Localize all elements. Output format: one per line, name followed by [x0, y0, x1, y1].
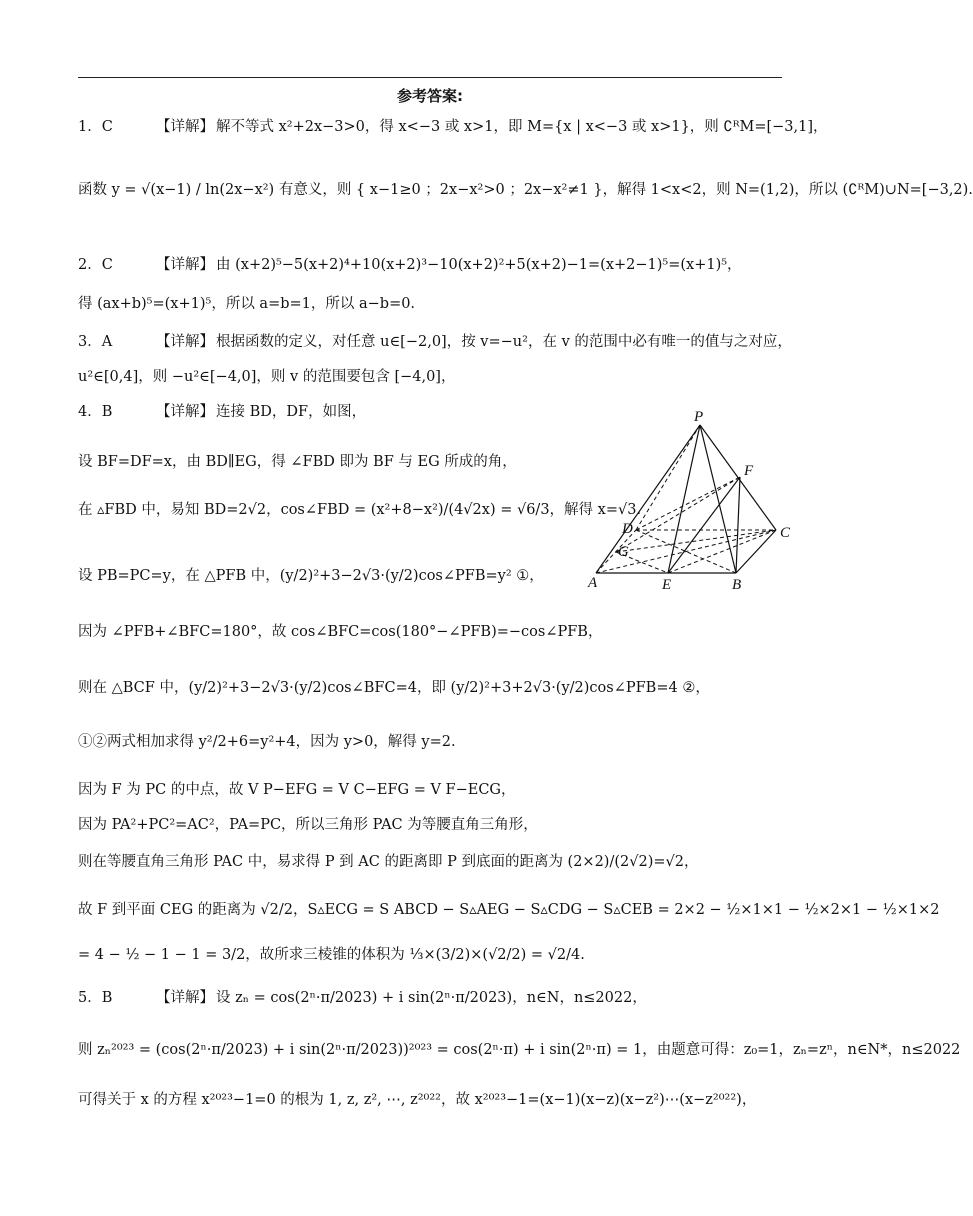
- line-text: u²∈[0,4]，则 −u²∈[−4,0]，则 v 的范围要包含 [−4,0]，: [78, 369, 456, 385]
- answer-line: [78, 566, 544, 586]
- answer-line: [78, 180, 973, 200]
- vertex-label-g: G: [618, 544, 629, 560]
- answer-line: [78, 852, 698, 872]
- answer-line: [78, 117, 828, 137]
- line-text: 可得关于 x 的方程 x²⁰²³−1=0 的根为 1, z, z², ⋯, z²⁰²²，故 x²⁰²³−1=(x−1)(x−z)(x−z²)⋯(x−z²⁰²²)，: [78, 1092, 757, 1108]
- line-text: 因为 ∠PFB+∠BFC=180°，故 cos∠BFC=cos(180°−∠PFB)=−cos∠PFB，: [78, 624, 603, 640]
- line-text: 函数 y = √(x−1) / ln(2x−x²) 有意义，则 { x−1≥0 ；2x−x²>0 ；2x−x²≠1 }，解得 1<x<2，则 N=(1,2)，所以 (∁ᴿM)∪N=[−3,2).: [78, 182, 973, 198]
- vertex-label-b: B: [732, 577, 742, 593]
- vertex-label-a: A: [588, 575, 598, 591]
- line-text: 则在 △BCF 中，(y/2)²+3−2√3·(y/2)cos∠BFC=4，即 (y/2)²+3+2√3·(y/2)cos∠PFB=4 ②，: [78, 680, 710, 696]
- answer-line: [78, 988, 647, 1008]
- line-text: 由 (x+2)⁵−5(x+2)⁴+10(x+2)³−10(x+2)²+5(x+2)−1=(x+2−1)⁵=(x+1)⁵，: [216, 257, 742, 273]
- page-title: 参考答案:: [397, 87, 463, 105]
- vertex-label-c: C: [780, 525, 791, 541]
- line-text: 则 zₙ²⁰²³ = (cos(2ⁿ·π/2023) + i sin(2ⁿ·π/2023))²⁰²³ = cos(2ⁿ·π) + i sin(2ⁿ·π) = 1，由题意可得：z₀=1，zₙ=zⁿ，n∈N*，n≤2022: [78, 1042, 961, 1058]
- line-text: 因为 PA²+PC²=AC²，PA=PC，所以三角形 PAC 为等腰直角三角形，: [78, 817, 538, 833]
- answer-line: [78, 815, 538, 835]
- edge-bf: [736, 477, 740, 573]
- answer-line: [78, 622, 602, 642]
- line-text: 根据函数的定义，对任意 u∈[−2,0]，按 v=−u²，在 v 的范围中必有唯一的值与之对应，: [216, 334, 792, 350]
- detail-tag: 【详解】: [156, 119, 214, 135]
- line-text: 因为 F 为 PC 的中点，故 V P−EFG = V C−EFG = V F−ECG，: [78, 782, 516, 798]
- detail-tag: 【详解】: [156, 404, 214, 420]
- line-text: 设 BF=DF=x，由 BD∥EG，得 ∠FBD 即为 BF 与 EG 所成的角，: [78, 454, 517, 470]
- answer-line: [78, 500, 641, 520]
- vertex-label-d: D: [622, 521, 633, 537]
- line-text: ①②两式相加求得 y²/2+6=y²+4，因为 y>0，解得 y=2.: [78, 734, 456, 750]
- answer-line: [78, 732, 456, 752]
- question-number: 3．A: [78, 334, 113, 350]
- detail-tag: 【详解】: [156, 334, 214, 350]
- question-number: 1．C: [78, 119, 113, 135]
- line-text: 连接 BD，DF，如图，: [216, 404, 367, 420]
- line-text: 解不等式 x²+2x−3>0，得 x<−3 或 x>1，即 M={x | x<−3 或 x>1}，则 ∁ᴿM=[−3,1]，: [216, 119, 828, 135]
- vertex-label-e: E: [662, 577, 672, 593]
- detail-tag: 【详解】: [156, 257, 214, 273]
- answer-line: [78, 452, 517, 472]
- line-text: 在 ▵FBD 中，易知 BD=2√2，cos∠FBD = (x²+8−x²)/(4√2x) = √6/3，解得 x=√3.: [78, 502, 642, 518]
- line-text: 则在等腰直角三角形 PAC 中，易求得 P 到 AC 的距离即 P 到底面的距离为 (2×2)/(2√2)=√2，: [78, 854, 699, 870]
- answer-line: [78, 678, 710, 698]
- line-text: = 4 − ½ − 1 − 1 = 3/2，故所求三棱锥的体积为 ⅓×(3/2)×(√2/2) = √2/4.: [78, 947, 585, 963]
- edge-bc: [736, 530, 776, 573]
- line-text: 故 F 到平面 CEG 的距离为 √2/2，S▵ECG = S ABCD − S▵AEG − S▵CDG − S▵CEB = 2×2 − ½×1×1 − ½×2×1 − ½×1×2: [78, 902, 940, 918]
- line-text: 得 (ax+b)⁵=(x+1)⁵，所以 a=b=1，所以 a−b=0.: [78, 296, 416, 312]
- question-number: 4．B: [78, 404, 113, 420]
- answer-line: [78, 294, 415, 314]
- detail-tag: 【详解】: [156, 990, 214, 1006]
- edge-gc-hidden: [616, 530, 776, 552]
- answer-line: [78, 1090, 756, 1110]
- pyramid-figure: [588, 405, 808, 600]
- answer-line: [78, 1040, 960, 1060]
- question-number: 2．C: [78, 257, 113, 273]
- answer-line: [78, 945, 585, 965]
- line-text: 设 zₙ = cos(2ⁿ·π/2023) + i sin(2ⁿ·π/2023)，n∈N，n≤2022，: [216, 990, 647, 1006]
- vertex-label-p: P: [694, 409, 704, 425]
- answer-line: [78, 332, 792, 352]
- answer-line: [78, 780, 516, 800]
- answer-line: [78, 900, 939, 920]
- vertex-label-f: F: [744, 463, 754, 479]
- answer-line: [78, 367, 455, 387]
- question-number: 5．B: [78, 990, 113, 1006]
- answer-line: [78, 255, 742, 275]
- header-rule: [78, 77, 782, 78]
- answer-line: [78, 402, 366, 422]
- edge-pb: [700, 425, 736, 573]
- line-text: 设 PB=PC=y，在 △PFB 中，(y/2)²+3−2√3·(y/2)cos∠PFB=y² ①，: [78, 568, 544, 584]
